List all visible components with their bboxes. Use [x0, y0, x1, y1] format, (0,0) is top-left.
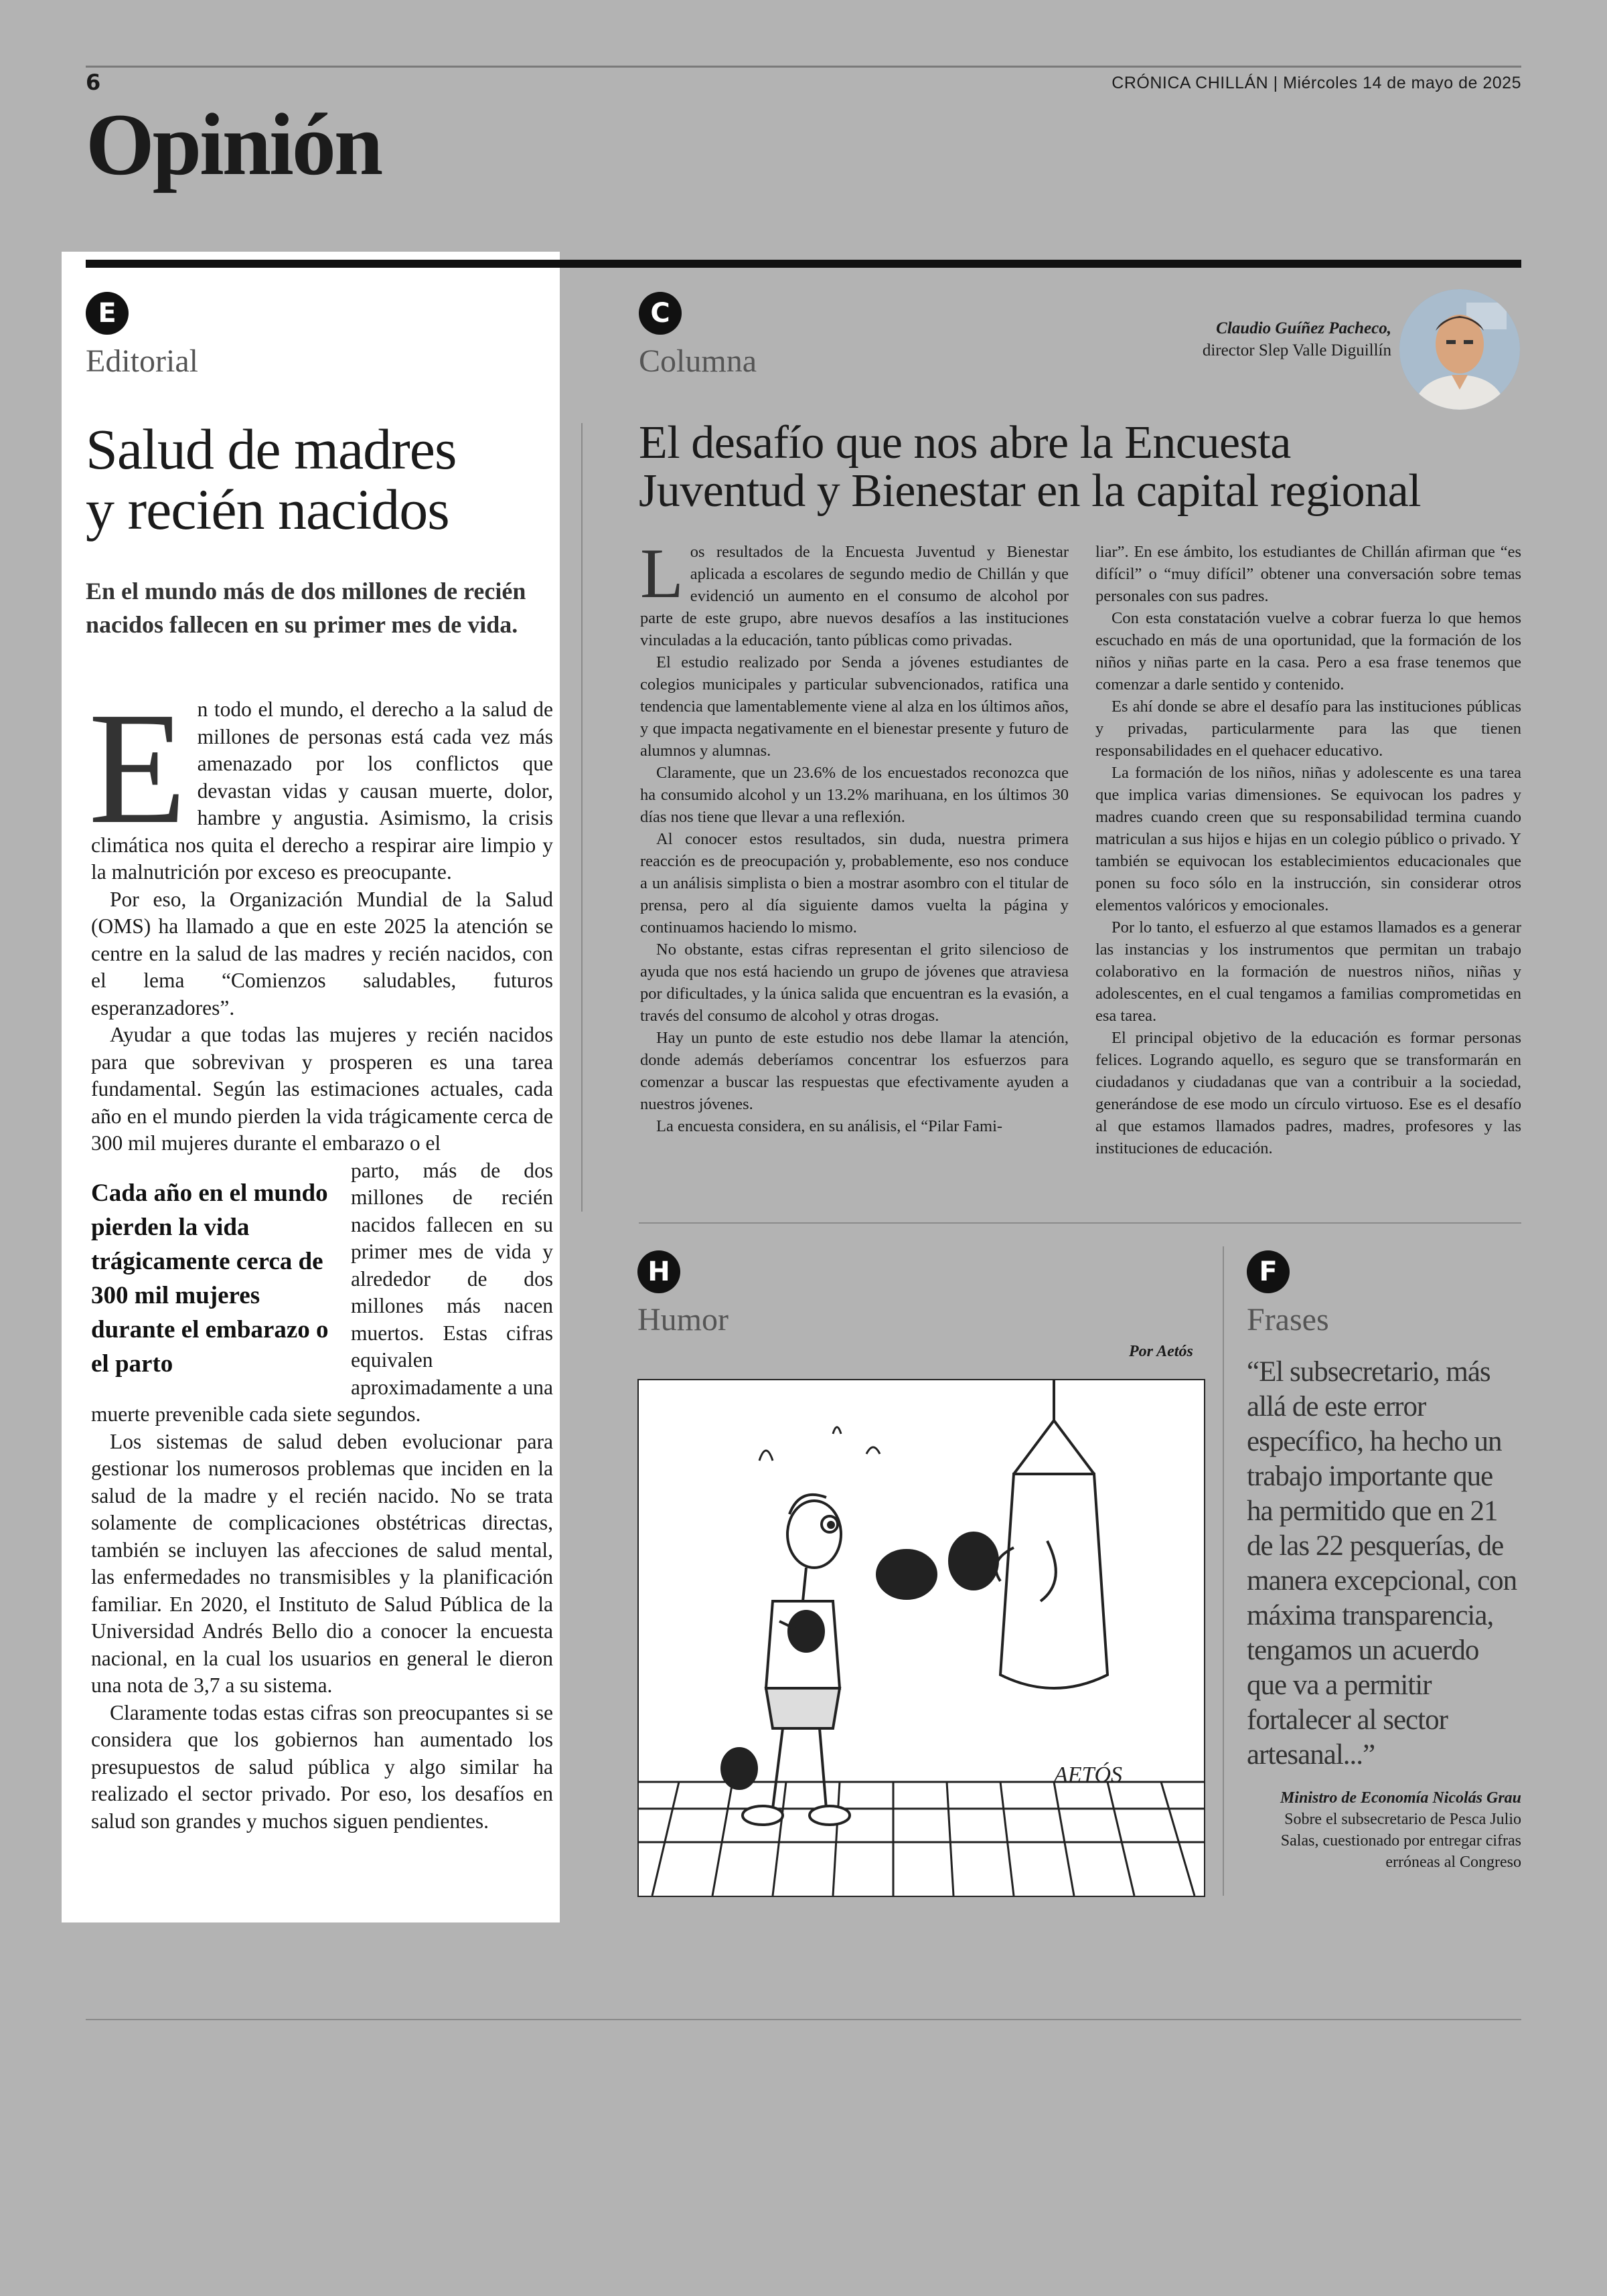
frases-badge: F	[1247, 1250, 1290, 1293]
editorial-paragraph: Ayudar a que todas las mujeres y recién nacidos para que sobrevivan y prosperen es una tarea fundamental. Según las estimaciones actuales, cada año en el mundo pierden la vida trágicamente cerca de 300 mil mujeres durante el embarazo o el	[91, 1023, 553, 1155]
column-paragraph: La encuesta considera, en su análisis, el “Pilar Fami-	[656, 1117, 1003, 1135]
column-paragraph: El estudio realizado por Senda a jóvenes estudiantes de colegios municipales y particular subvencionados, ratifica una tendencia que lamentablemente viene al alza en los últimos años, y que impacta negativamente en el bienestar presente y futuro de alumnos y alumnas.	[640, 653, 1069, 760]
editorial-paragraph: Los sistemas de salud deben evolucionar para gestionar los numerosos problemas que inciden en la salud de la madre y el recién nacido. No se trata solamente de complicaciones obstétricas directas, también se incluyen las afecciones de salud mental, las enfermedades no transmisibles y la planificación familiar. En 2020, el Instituto de Salud Pública de la Universidad Andrés Bello dio a conocer la encuesta nacional, en la cual los usuarios en general le dieron una nota de 3,7 a su sistema.	[91, 1429, 553, 1697]
column-headline-line2: Juventud y Bienestar en la capital regional	[639, 465, 1422, 517]
frases-attribution	[1247, 1787, 1521, 1873]
column-byline	[1203, 317, 1391, 361]
editorial-headline-line2: y recién nacidos	[86, 477, 449, 542]
editorial-badge: E	[86, 292, 129, 335]
column-paragraph: La formación de los niños, niñas y adolescente es una tarea que implica varias dimensiones. Se equivocan los padres y madres cuando creen que su responsabilidad termina cuando matriculan a sus hijos e hijas en un colegio público o privado. Y también se equivocan los establecimientos educacionales que ponen su foco sólo en la instrucción, sin considerar otros elementos valóricos y emocionales.	[1095, 764, 1521, 914]
editorial-pullquote: Cada año en el mundo pierden la vida trágicamente cerca de 300 mil mujeres durante el embarazo o el parto	[91, 1179, 329, 1378]
cartoon-floor	[639, 1782, 1204, 1896]
editorial-headline	[86, 419, 541, 540]
frases-quote: “El subsecretario, más allá de este error específico, ha hecho un trabajo importante que ha permitido que en 21 de las 22 pesquerías, de manera excepcional, con máxima transparencia, tengamos un acuerdo que va a permitir fortalecer al sector artesanal...”	[1247, 1356, 1517, 1771]
humor-badge: H	[637, 1250, 680, 1293]
section-title: Opinión	[86, 95, 382, 193]
humor-kicker: Humor	[637, 1302, 729, 1337]
cartoon-boxer	[722, 1495, 850, 1825]
cartoon	[637, 1379, 1205, 1897]
column-text-right	[1095, 541, 1521, 1159]
cartoon-signature: AETÓS	[1054, 1762, 1122, 1787]
editorial-paragraph: parto, más de dos millones de recién nacidos fallecen en su primer mes de vida y alrededor de dos millones más nacen muertos. Estas cifras equivalen aproximadamente a una muerte prevenible cada siete segundos.	[91, 1158, 553, 1426]
column-text-left	[640, 534, 1069, 1137]
frases-context: Sobre el subsecretario de Pesca Julio Salas, cuestionado por entregar cifras erróneas al Congreso	[1280, 1811, 1521, 1871]
column-paragraph: No obstante, estas cifras representan el grito silencioso de ayuda que nos está haciendo un grupo de jóvenes que atraviesa por dificultades, y la única salida que encuentran es la evasión, a través del consumo de alcohol y otras drogas.	[640, 940, 1069, 1025]
page-number: 6	[86, 70, 101, 95]
author-avatar-portrait	[1399, 289, 1520, 410]
column-paragraph: Al conocer estos resultados, sin duda, nuestra primera reacción es de preocupación y, probablemente, eso nos conduce a un análisis simplista o bien a mostrar asombro con el titular de prensa, pero al día siguiente damos vuelta la página y continuamos haciendo lo mismo.	[640, 830, 1069, 936]
column-paragraph: os resultados de la Encuesta Juventud y Bienestar aplicada a escolares de segundo medio de Chillán y que evidenció un aumento en el consumo de alcohol por parte de este grupo, abre nuevos desafíos a las instituciones vinculadas a la educación, tanto públicas como privadas.	[640, 543, 1069, 649]
author-avatar	[1399, 289, 1520, 410]
column-headline-line1: El desafío que nos abre la Encuesta	[639, 417, 1291, 469]
column-paragraph: El principal objetivo de la educación es formar personas felices. Logrando aquello, es seguro que se transformarán en ciudadanos y ciudadanas que van a contribuir a la sociedad, generándose de ese modo un círculo virtuoso. Ese es el desafío al que estamos llamados padres, madres, profesores y las instituciones de educación.	[1095, 1029, 1521, 1157]
editorial-paragraph: n todo el mundo, el derecho a la salud de millones de personas está cada vez más amenazado por los conflictos que devastan vidas y causan muerte, dolor, hambre y angustia. Asimismo, la crisis climática nos quita el derecho a respirar aire limpio y la malnutrición por exceso es preocupante.	[91, 698, 553, 884]
column-paragraph: liar”. En ese ámbito, los estudiantes de Chillán afirman que “es difícil” o “muy difícil” obtener una conversación sobre temas personales con sus padres.	[1095, 543, 1521, 605]
page-bottom-rule	[86, 2019, 1521, 2020]
frases-divider	[1223, 1246, 1224, 1896]
column-paragraph: Con esta constatación vuelve a cobrar fuerza lo que hemos escuchado en más de una oportunidad, que la formación de los niños y niñas parte en la casa. Pero a esa frase tenemos que comenzar a darle sentido y contenido.	[1095, 609, 1521, 693]
column-divider	[581, 423, 583, 1212]
column-paragraph: Es ahí donde se abre el desafío para las instituciones públicas y privadas, particularmente para las que tienen responsabilidades en el quehacer educativo.	[1095, 698, 1521, 760]
masthead: CRÓNICA CHILLÁN | Miércoles 14 de mayo de 2025	[1112, 74, 1521, 92]
editorial-dek: En el mundo más de dos millones de recién nacidos fallecen en su primer mes de vida.	[86, 578, 526, 638]
frases-author: Ministro de Economía Nicolás Grau	[1280, 1789, 1521, 1807]
column-headline	[639, 419, 1523, 515]
humor-credit: Por Aetós	[1129, 1343, 1193, 1360]
cartoon-sweat-drops	[759, 1427, 880, 1461]
column-author-role: director Slep Valle Diguillín	[1202, 341, 1391, 359]
column-kicker: Columna	[639, 343, 757, 379]
section-rule	[86, 260, 1521, 268]
top-rule	[86, 66, 1521, 68]
column-dropcap: L	[640, 534, 684, 612]
editorial-body	[88, 679, 553, 1835]
editorial-headline-line1: Salud de madres	[86, 417, 457, 481]
column-author-name: Claudio Guíñez Pacheco,	[1216, 319, 1391, 337]
editorial-paragraph: Claramente todas estas cifras son preocupantes si se considera que los gobiernos han aumentado los presupuestos de salud pública y algo similar ha realizado el sector privado. Por eso, los desafíos en salud son grandes y muchos siguen pendientes.	[91, 1700, 553, 1833]
cartoon-punching-bag	[877, 1380, 1107, 1688]
editorial-paragraph: Por eso, la Organización Mundial de la Salud (OMS) ha llamado a que en este 2025 la atención se centre en la salud de las madres y recién nacidos, con el lema “Comienzos saludables, futuros esperanzadores”.	[91, 887, 553, 1019]
cartoon-drawing	[639, 1380, 1204, 1896]
editorial-kicker: Editorial	[86, 343, 198, 379]
column-paragraph: Por lo tanto, el esfuerzo al que estamos llamados es a generar las instancias y los instrumentos que permitan un trabajo colaborativo en la formación de nuestros niños, niñas y adolescentes, en el cual tengamos a familias comprometidas en esa tarea.	[1095, 918, 1521, 1025]
column-paragraph: Claramente, que un 23.6% de los encuestados reconozca que ha consumido alcohol y un 13.2% marihuana, en los últimos 30 días nos tiene que llevar a una reflexión.	[640, 764, 1069, 826]
column-badge: C	[639, 292, 682, 335]
column-bottom-rule	[639, 1222, 1521, 1224]
frases-kicker: Frases	[1247, 1302, 1329, 1337]
editorial-dropcap: E	[88, 679, 187, 857]
column-paragraph: Hay un punto de este estudio nos debe llamar la atención, donde además deberíamos concentrar los esfuerzos para comenzar a buscar las respuestas que efectivamente ayuden a nuestros jóvenes.	[640, 1029, 1069, 1113]
